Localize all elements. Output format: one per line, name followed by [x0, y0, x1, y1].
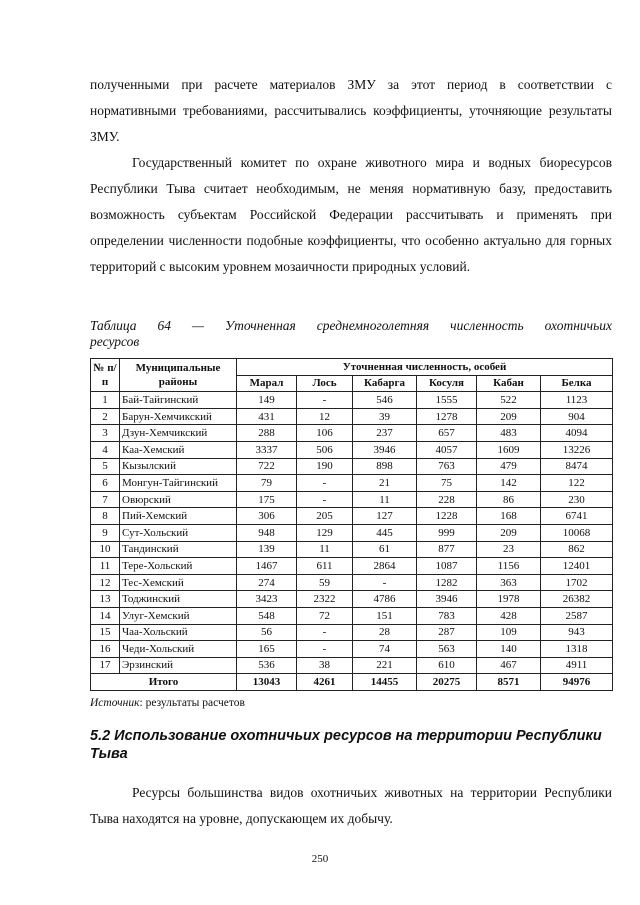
row-district: Дзун-Хемчикский — [120, 425, 237, 442]
row-value: 431 — [237, 408, 297, 425]
row-number: 11 — [91, 558, 120, 575]
row-number: 8 — [91, 508, 120, 525]
table-row — [91, 425, 613, 442]
row-number: 9 — [91, 524, 120, 541]
table-row — [91, 657, 613, 674]
header-group: Уточненная численность, особей — [237, 359, 613, 376]
row-district: Кызылский — [120, 458, 237, 475]
row-value: 75 — [417, 475, 477, 492]
row-value: 1467 — [237, 558, 297, 575]
row-value: 10068 — [541, 524, 613, 541]
table-caption — [90, 318, 612, 350]
row-value: 127 — [353, 508, 417, 525]
row-value: 109 — [477, 624, 541, 641]
row-value: 142 — [477, 475, 541, 492]
row-value: 479 — [477, 458, 541, 475]
row-value: 763 — [417, 458, 477, 475]
row-value: 2864 — [353, 558, 417, 575]
table-row — [91, 607, 613, 624]
row-value: 2587 — [541, 607, 613, 624]
row-value: - — [297, 641, 353, 658]
row-value: 12401 — [541, 558, 613, 575]
table-row — [91, 458, 613, 475]
paragraph-1: полученными при расчете материалов ЗМУ за этот период в соответствии с нормативными требованиями, рассчитывались коэффициенты, уточняющие результаты ЗМУ. — [90, 76, 612, 144]
row-value: 26382 — [541, 591, 613, 608]
row-value: 948 — [237, 524, 297, 541]
row-value: 139 — [237, 541, 297, 558]
population-table — [90, 358, 613, 691]
row-value: 21 — [353, 475, 417, 492]
row-number: 1 — [91, 392, 120, 409]
row-value: - — [297, 392, 353, 409]
row-value: 140 — [477, 641, 541, 658]
row-value: 1978 — [477, 591, 541, 608]
row-value: 72 — [297, 607, 353, 624]
header-species: Кабарга — [353, 375, 417, 392]
row-value: 11 — [353, 491, 417, 508]
row-number: 7 — [91, 491, 120, 508]
row-value: 1282 — [417, 574, 477, 591]
header-species: Марал — [237, 375, 297, 392]
row-value: 175 — [237, 491, 297, 508]
row-value: - — [297, 475, 353, 492]
row-value: 1609 — [477, 441, 541, 458]
row-value: 657 — [417, 425, 477, 442]
row-number: 6 — [91, 475, 120, 492]
row-value: 39 — [353, 408, 417, 425]
row-value: 1702 — [541, 574, 613, 591]
row-value: 306 — [237, 508, 297, 525]
row-value: 61 — [353, 541, 417, 558]
row-value: 28 — [353, 624, 417, 641]
row-value: 149 — [237, 392, 297, 409]
row-value: 6741 — [541, 508, 613, 525]
row-value: 4786 — [353, 591, 417, 608]
page-number: 250 — [311, 853, 329, 865]
row-district: Каа-Хемский — [120, 441, 237, 458]
row-district: Барун-Хемчикский — [120, 408, 237, 425]
row-value: 783 — [417, 607, 477, 624]
row-value: 228 — [417, 491, 477, 508]
row-value: 1087 — [417, 558, 477, 575]
row-value: 546 — [353, 392, 417, 409]
row-district: Овюрский — [120, 491, 237, 508]
row-value: 3946 — [353, 441, 417, 458]
table-row — [91, 441, 613, 458]
row-value: 898 — [353, 458, 417, 475]
table-row — [91, 641, 613, 658]
row-value: 38 — [297, 657, 353, 674]
row-district: Тере-Хольский — [120, 558, 237, 575]
table-row — [91, 392, 613, 409]
table-row — [91, 491, 613, 508]
row-value: 943 — [541, 624, 613, 641]
row-district: Чеди-Хольский — [120, 641, 237, 658]
row-district: Тандинский — [120, 541, 237, 558]
row-value: 522 — [477, 392, 541, 409]
row-value: 610 — [417, 657, 477, 674]
row-value: 230 — [541, 491, 613, 508]
row-number: 4 — [91, 441, 120, 458]
total-value: 20275 — [417, 674, 477, 691]
row-value: 1123 — [541, 392, 613, 409]
row-value: - — [297, 624, 353, 641]
row-number: 14 — [91, 607, 120, 624]
row-value: 168 — [477, 508, 541, 525]
row-value: 467 — [477, 657, 541, 674]
row-value: 190 — [297, 458, 353, 475]
total-value: 13043 — [237, 674, 297, 691]
row-district: Пий-Хемский — [120, 508, 237, 525]
row-value: 56 — [237, 624, 297, 641]
row-district: Чаа-Хольский — [120, 624, 237, 641]
total-value: 14455 — [353, 674, 417, 691]
row-value: 877 — [417, 541, 477, 558]
section-heading: 5.2 Использование охотничьих ресурсов на территории Республики Тыва — [90, 728, 602, 762]
header-species: Белка — [541, 375, 613, 392]
row-number: 12 — [91, 574, 120, 591]
row-district: Улуг-Хемский — [120, 607, 237, 624]
row-value: 221 — [353, 657, 417, 674]
header-species: Кабан — [477, 375, 541, 392]
total-value: 4261 — [297, 674, 353, 691]
row-value: 11 — [297, 541, 353, 558]
row-value: 1156 — [477, 558, 541, 575]
caption-line-2: ресурсов — [90, 334, 140, 349]
row-value: 3423 — [237, 591, 297, 608]
row-value: 13226 — [541, 441, 613, 458]
row-value: 287 — [417, 624, 477, 641]
row-value: 106 — [297, 425, 353, 442]
row-number: 17 — [91, 657, 120, 674]
row-district: Бай-Тайгинский — [120, 392, 237, 409]
row-value: 4057 — [417, 441, 477, 458]
row-number: 3 — [91, 425, 120, 442]
row-value: 79 — [237, 475, 297, 492]
row-value: 129 — [297, 524, 353, 541]
row-value: 59 — [297, 574, 353, 591]
row-value: 8474 — [541, 458, 613, 475]
row-district: Монгун-Тайгинский — [120, 475, 237, 492]
row-value: 483 — [477, 425, 541, 442]
row-value: 1228 — [417, 508, 477, 525]
paragraph-3: Ресурсы большинства видов охотничьих животных на территории Республики Тыва находятся на уровне, допускающем их добычу. — [90, 784, 612, 826]
row-value: 151 — [353, 607, 417, 624]
total-label: Итого — [91, 674, 237, 691]
row-value: 288 — [237, 425, 297, 442]
row-value: 722 — [237, 458, 297, 475]
row-value: 205 — [297, 508, 353, 525]
row-value: 209 — [477, 524, 541, 541]
row-value: 862 — [541, 541, 613, 558]
row-value: - — [353, 574, 417, 591]
total-value: 8571 — [477, 674, 541, 691]
total-value: 94976 — [541, 674, 613, 691]
row-number: 2 — [91, 408, 120, 425]
table-row — [91, 624, 613, 641]
header-species: Косуля — [417, 375, 477, 392]
row-value: 74 — [353, 641, 417, 658]
row-value: 209 — [477, 408, 541, 425]
row-value: 12 — [297, 408, 353, 425]
row-value: 1278 — [417, 408, 477, 425]
row-value: 999 — [417, 524, 477, 541]
total-row — [91, 674, 613, 691]
header-species: Лось — [297, 375, 353, 392]
table-source — [90, 697, 245, 709]
row-value: 122 — [541, 475, 613, 492]
row-value: 86 — [477, 491, 541, 508]
table-row — [91, 508, 613, 525]
table-row — [91, 541, 613, 558]
table-row — [91, 574, 613, 591]
row-value: 1318 — [541, 641, 613, 658]
row-value: - — [297, 491, 353, 508]
table-row — [91, 558, 613, 575]
row-district: Тес-Хемский — [120, 574, 237, 591]
row-value: 428 — [477, 607, 541, 624]
paragraph-2: Государственный комитет по охране животного мира и водных биоресурсов Республики Тыва считает необходимым, не меняя нормативную базу, предоставить возможность субъектам Российской Федерации рассчитывать и применять при определении численности подобные коэффициенты, что особенно актуально для горных территорий с высоким уровнем мозаичности природных условий. — [90, 154, 612, 274]
table-row — [91, 524, 613, 541]
header-num: № п/п — [91, 359, 120, 392]
row-value: 536 — [237, 657, 297, 674]
row-value: 363 — [477, 574, 541, 591]
row-value: 3946 — [417, 591, 477, 608]
row-value: 904 — [541, 408, 613, 425]
row-number: 5 — [91, 458, 120, 475]
row-value: 563 — [417, 641, 477, 658]
row-value: 1555 — [417, 392, 477, 409]
row-district: Сут-Хольский — [120, 524, 237, 541]
row-district: Эрзинский — [120, 657, 237, 674]
table-row — [91, 475, 613, 492]
row-number: 10 — [91, 541, 120, 558]
row-value: 4911 — [541, 657, 613, 674]
row-value: 506 — [297, 441, 353, 458]
row-value: 2322 — [297, 591, 353, 608]
table-row — [91, 591, 613, 608]
row-value: 445 — [353, 524, 417, 541]
table-row — [91, 408, 613, 425]
row-value: 274 — [237, 574, 297, 591]
row-value: 23 — [477, 541, 541, 558]
row-value: 548 — [237, 607, 297, 624]
row-district: Тоджинский — [120, 591, 237, 608]
source-label: Источник — [90, 697, 140, 709]
source-text: : результаты расчетов — [139, 697, 245, 709]
caption-line-1: Таблица 64 — Уточненная среднемноголетняя численность охотничьих — [90, 318, 612, 333]
row-number: 13 — [91, 591, 120, 608]
row-value: 237 — [353, 425, 417, 442]
row-number: 16 — [91, 641, 120, 658]
row-value: 165 — [237, 641, 297, 658]
row-value: 4094 — [541, 425, 613, 442]
header-district: Муниципальные районы — [120, 359, 237, 392]
row-value: 3337 — [237, 441, 297, 458]
row-number: 15 — [91, 624, 120, 641]
row-value: 611 — [297, 558, 353, 575]
